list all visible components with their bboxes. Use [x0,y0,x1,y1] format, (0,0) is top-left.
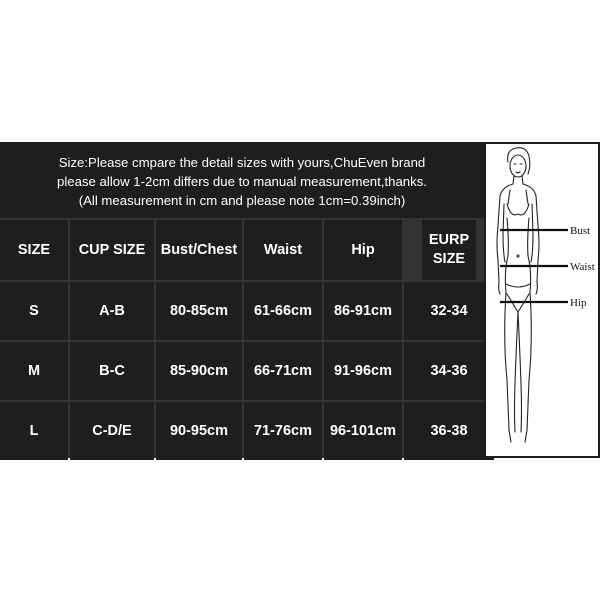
waist-label: Waist [570,261,595,273]
table-cell-bust: 90-95cm [156,402,242,460]
table-cell-size: S [0,282,68,340]
table-cell-waist: 61-66cm [244,282,322,340]
bust-label: Bust [570,225,591,237]
table-cell-hip: 86-91cm [324,282,402,340]
note-line-1: Size:Please cmpare the detail sizes with yours,ChuEven brand [58,154,426,170]
size-table [0,220,484,458]
body-measurement-figure [484,142,600,458]
measurement-note [0,142,484,218]
note-line-3: (All measurement in cm and please note 1cm=0.39inch) [78,192,406,208]
table-cell-bust: 85-90cm [156,342,242,400]
table-cell-waist: 71-76cm [244,402,322,460]
table-cell-bust: 80-85cm [156,282,242,340]
table-cell-eurp: 36-38 [404,402,494,460]
header-bust-chest: Bust/Chest [156,220,242,280]
table-cell-cup: A-B [70,282,154,340]
table-cell-waist: 66-71cm [244,342,322,400]
size-chart [0,142,600,458]
header-waist: Waist [244,220,322,280]
table-cell-hip: 91-96cm [324,342,402,400]
note-line-2: please allow 1-2cm differs due to manual measurement,thanks. [57,173,427,189]
table-cell-size: L [0,402,68,460]
header-hip: Hip [324,220,402,280]
table-cell-eurp: 34-36 [404,342,494,400]
size-table-panel [0,142,484,458]
table-cell-eurp: 32-34 [404,282,494,340]
table-cell-hip: 96-101cm [324,402,402,460]
body-outline-icon [486,144,598,456]
hip-label: Hip [570,297,587,309]
table-cell-size: M [0,342,68,400]
header-eurp-size: EURP SIZE [422,220,476,280]
table-cell-cup: B-C [70,342,154,400]
header-size: SIZE [0,220,68,280]
header-cup-size: CUP SIZE [70,220,154,280]
table-cell-cup: C-D/E [70,402,154,460]
